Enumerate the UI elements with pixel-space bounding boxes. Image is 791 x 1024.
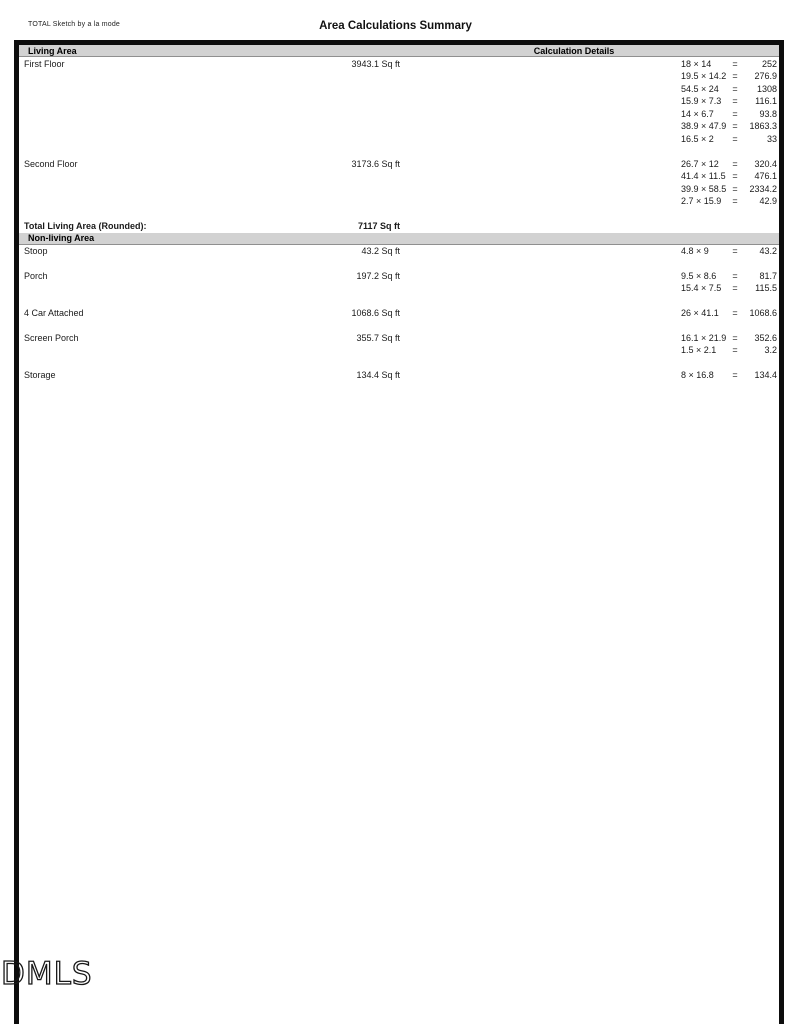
calc-line <box>681 195 777 208</box>
calc-line <box>681 183 777 196</box>
area-name: Stoop <box>24 246 48 257</box>
nonliving-area-header-bar <box>19 233 779 245</box>
calc-line <box>681 245 777 258</box>
equals-sign: = <box>732 332 738 343</box>
calc-line <box>681 58 777 71</box>
app-brand-label: TOTAL Sketch by a la mode <box>28 21 121 28</box>
equals-sign: = <box>732 96 738 107</box>
calc-result: 3.2 <box>764 345 777 356</box>
table-row-stoop <box>19 245 779 258</box>
page-title: Area Calculations Summary <box>319 20 472 32</box>
equals-sign: = <box>732 283 738 294</box>
calc-expression: 19.5 × 14.2 <box>681 71 727 82</box>
equals-sign: = <box>732 196 738 207</box>
calc-line <box>681 133 777 146</box>
total-living-area-row <box>19 220 779 233</box>
calc-result: 33 <box>766 134 777 145</box>
table-row-second-floor <box>19 158 779 208</box>
calc-result: 42.9 <box>759 196 777 207</box>
calc-line <box>681 70 777 83</box>
total-value: 7117 Sq ft <box>357 221 400 232</box>
equals-sign: = <box>732 369 738 380</box>
living-area-header-bar <box>19 45 779 57</box>
calc-result: 276.9 <box>754 71 777 82</box>
calc-line <box>681 344 777 357</box>
table-row-4-car-attached <box>19 307 779 320</box>
calc-expression: 39.9 × 58.5 <box>681 183 727 194</box>
table-row-screen-porch <box>19 332 779 357</box>
calc-result: 252 <box>761 58 777 69</box>
calc-details <box>681 58 777 146</box>
area-sqft-value: 3173.6 Sq ft <box>351 158 400 169</box>
equals-sign: = <box>732 345 738 356</box>
calc-line <box>681 270 777 283</box>
calc-expression: 4.8 × 9 <box>681 246 709 257</box>
calc-details <box>681 307 777 320</box>
living-area-rows <box>19 57 779 233</box>
calc-expression: 15.4 × 7.5 <box>681 283 722 294</box>
calc-result: 1863.3 <box>749 121 777 132</box>
calc-line <box>681 170 777 183</box>
area-sqft-value: 355.7 Sq ft <box>356 332 400 343</box>
calc-expression: 26.7 × 12 <box>681 158 719 169</box>
area-sqft-value: 197.2 Sq ft <box>356 270 400 281</box>
calc-expression: 41.4 × 11.5 <box>681 171 726 182</box>
calc-expression: 38.9 × 47.9 <box>681 121 727 132</box>
area-name: Screen Porch <box>24 332 79 343</box>
equals-sign: = <box>732 246 738 257</box>
calc-expression: 1.5 × 2.1 <box>681 345 717 356</box>
calc-result: 81.7 <box>759 270 777 281</box>
calc-line <box>681 108 777 121</box>
nonliving-area-header-label: Non-living Area <box>28 233 95 244</box>
calc-expression: 15.9 × 7.3 <box>681 96 722 107</box>
calc-expression: 8 × 16.8 <box>681 369 714 380</box>
equals-sign: = <box>732 58 738 69</box>
calc-line <box>681 307 777 320</box>
equals-sign: = <box>732 183 738 194</box>
calc-line <box>681 282 777 295</box>
calc-result: 43.2 <box>759 246 777 257</box>
equals-sign: = <box>732 134 738 145</box>
equals-sign: = <box>732 108 738 119</box>
calc-line <box>681 158 777 171</box>
calc-details <box>681 369 777 382</box>
calc-line <box>681 120 777 133</box>
table-row-porch <box>19 270 779 295</box>
area-name: Second Floor <box>24 158 78 169</box>
calc-expression: 14 × 6.7 <box>681 108 714 119</box>
calc-line <box>681 332 777 345</box>
calc-result: 320.4 <box>754 158 777 169</box>
area-sqft-value: 134.4 Sq ft <box>356 369 400 380</box>
calc-result: 476.1 <box>754 171 777 182</box>
calc-expression: 16.5 × 2 <box>681 134 714 145</box>
calc-result: 1068.6 <box>749 307 777 318</box>
equals-sign: = <box>732 71 738 82</box>
calc-result: 2334.2 <box>749 183 777 194</box>
calc-result: 134.4 <box>754 369 777 380</box>
equals-sign: = <box>732 158 738 169</box>
calc-details <box>681 270 777 295</box>
calc-expression: 16.1 × 21.9 <box>681 332 727 343</box>
equals-sign: = <box>732 307 738 318</box>
calc-expression: 2.7 × 15.9 <box>681 196 722 207</box>
calc-expression: 9.5 × 8.6 <box>681 270 717 281</box>
table-row-storage <box>19 369 779 382</box>
calc-line <box>681 95 777 108</box>
calculation-details-header-label: Calculation Details <box>533 45 615 56</box>
area-name: Storage <box>24 369 56 380</box>
equals-sign: = <box>732 171 738 182</box>
area-name: 4 Car Attached <box>24 307 84 318</box>
calc-result: 116.1 <box>755 96 777 107</box>
total-label: Total Living Area (Rounded): <box>24 221 147 232</box>
area-calculations-table <box>14 40 784 1024</box>
equals-sign: = <box>732 270 738 281</box>
calc-result: 93.8 <box>759 108 777 119</box>
area-sqft-value: 1068.6 Sq ft <box>351 307 400 318</box>
equals-sign: = <box>732 121 738 132</box>
calc-line <box>681 369 777 382</box>
calc-expression: 54.5 × 24 <box>681 83 719 94</box>
equals-sign: = <box>732 83 738 94</box>
calc-details <box>681 245 777 258</box>
area-name: Porch <box>24 270 48 281</box>
nonliving-area-rows <box>19 245 779 382</box>
calc-result: 115.5 <box>755 283 777 294</box>
calc-details <box>681 158 777 208</box>
area-sqft-value: 43.2 Sq ft <box>361 246 400 257</box>
calc-expression: 26 × 41.1 <box>681 307 719 318</box>
calc-result: 1308 <box>756 83 777 94</box>
calc-details <box>681 332 777 357</box>
calc-expression: 18 × 14 <box>681 58 712 69</box>
dmls-watermark: DMLS <box>1 956 93 992</box>
area-name: First Floor <box>24 58 65 69</box>
living-area-header-label: Living Area <box>28 45 77 56</box>
calc-result: 352.6 <box>754 332 777 343</box>
calc-line <box>681 83 777 96</box>
area-sqft-value: 3943.1 Sq ft <box>351 58 400 69</box>
table-row-first-floor <box>19 58 779 146</box>
